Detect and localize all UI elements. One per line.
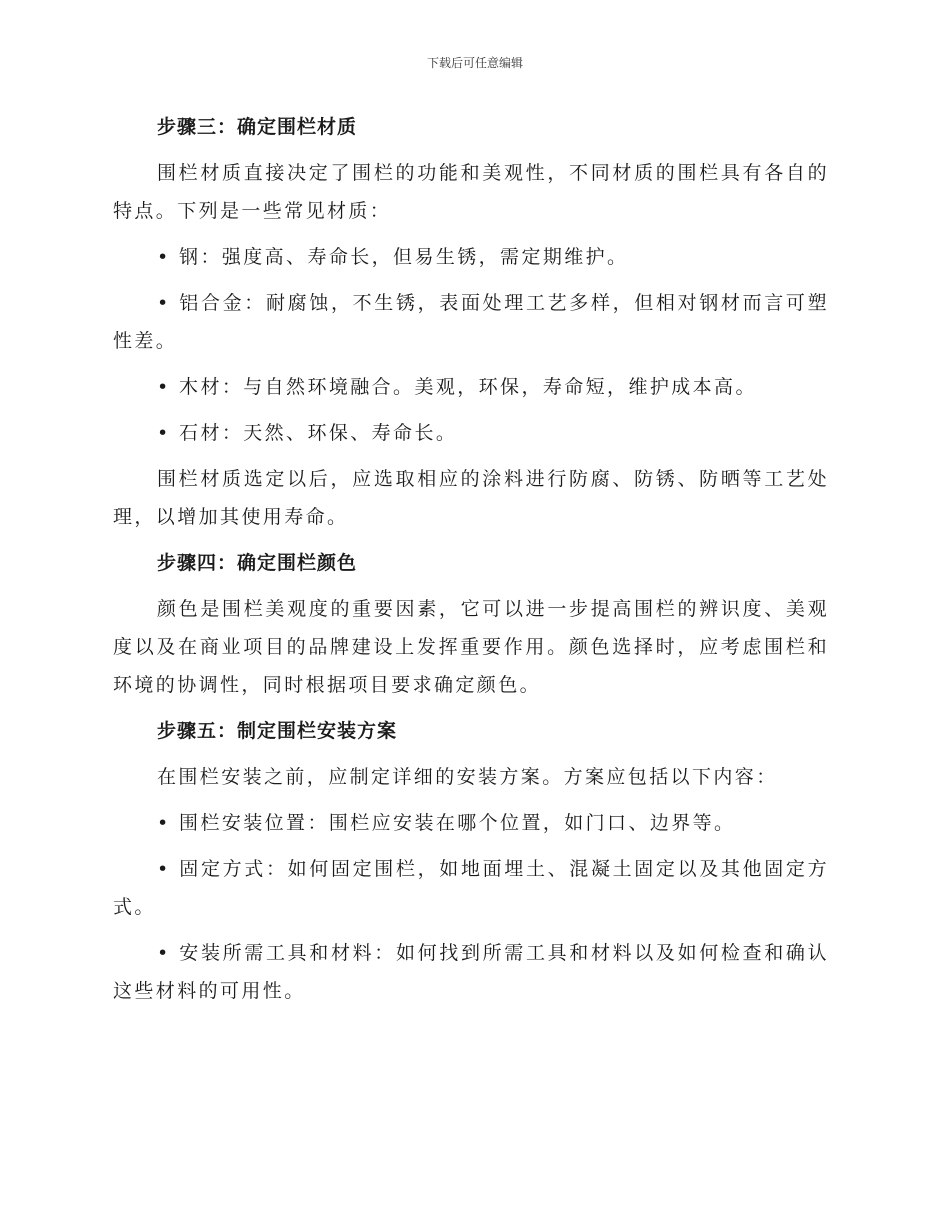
list-item-wood: • 木材：与自然环境融合。美观，环保，寿命短，维护成本高。 [157, 376, 757, 398]
paragraph-material-intro: 围栏材质直接决定了围栏的功能和美观性，不同材质的围栏具有各自的特点。下列是一些常见材质： [113, 162, 829, 222]
list-item-stone: • 石材：天然、环保、寿命长。 [157, 422, 458, 444]
list-item-steel: • 钢：强度高、寿命长，但易生锈，需定期维护。 [157, 246, 629, 268]
list-item-fixing: • 固定方式：如何固定围栏，如地面埋土、混凝土固定以及其他固定方式。 [113, 858, 829, 918]
document-body [113, 108, 829, 1018]
paragraph-coating: 围栏材质选定以后，应选取相应的涂料进行防腐、防锈、防晒等工艺处理，以增加其使用寿命。 [113, 468, 829, 528]
paragraph-color: 颜色是围栏美观度的重要因素，它可以进一步提高围栏的辨识度、美观度以及在商业项目的品牌建设上发挥重要作用。颜色选择时，应考虑围栏和环境的协调性，同时根据项目要求确定颜色。 [113, 598, 829, 696]
list-item-tools: • 安装所需工具和材料：如何找到所需工具和材料以及如何检查和确认这些材料的可用性。 [113, 942, 829, 1002]
paragraph-plan-intro: 在围栏安装之前，应制定详细的安装方案。方案应包括以下内容： [157, 766, 778, 788]
header-note: 下载后可任意编辑 [426, 56, 523, 70]
list-item-location: • 围栏安装位置：围栏应安装在哪个位置，如门口、边界等。 [157, 812, 736, 834]
section-heading-step4: 步骤四：确定围栏颜色 [157, 552, 358, 574]
section-heading-step5: 步骤五：制定围栏安装方案 [157, 720, 398, 742]
list-item-aluminum: • 铝合金：耐腐蚀，不生锈，表面处理工艺多样，但相对钢材而言可塑性差。 [113, 292, 829, 352]
section-heading-step3: 步骤三：确定围栏材质 [157, 116, 358, 138]
